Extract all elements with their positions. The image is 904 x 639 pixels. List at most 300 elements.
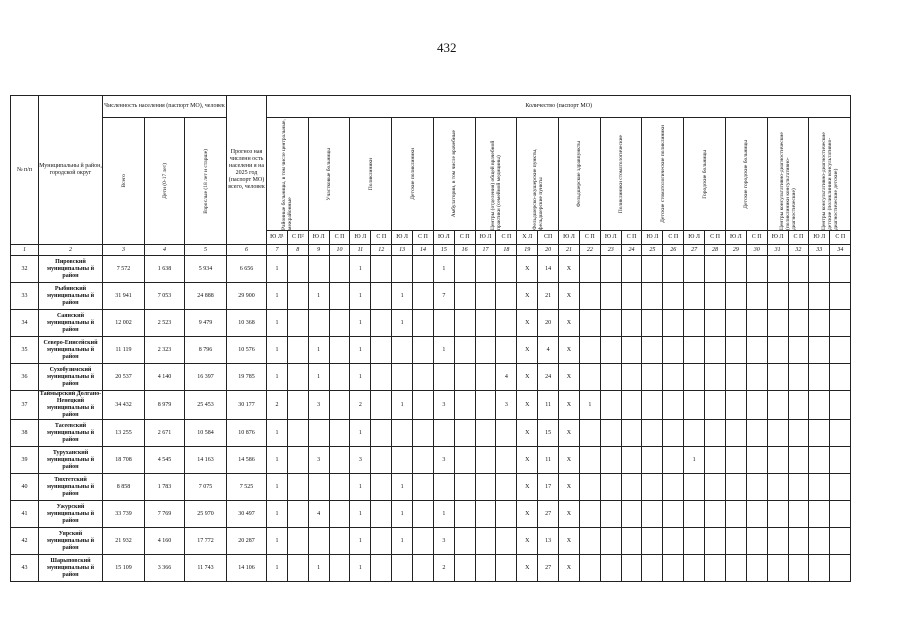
facility-count-cell xyxy=(621,528,642,555)
facility-count-cell xyxy=(684,337,705,364)
header-fac-feldsher-health: Фельдшерские здравпункты xyxy=(559,118,601,231)
facility-count-cell: 1 xyxy=(350,310,371,337)
facility-count-cell: 14 xyxy=(538,256,559,283)
facility-count-cell: 1 xyxy=(392,310,413,337)
facility-count-cell: 1 xyxy=(433,501,454,528)
table-row xyxy=(11,391,851,420)
facility-count-cell xyxy=(287,364,308,391)
facility-count-cell xyxy=(663,391,684,420)
facility-count-cell xyxy=(788,337,809,364)
facility-count-cell xyxy=(663,283,684,310)
facility-count-cell xyxy=(579,501,600,528)
facility-count-cell xyxy=(746,501,767,528)
facility-count-cell xyxy=(705,364,726,391)
facility-count-cell xyxy=(788,283,809,310)
facility-count-cell xyxy=(809,420,830,447)
population-adults: 25 453 xyxy=(185,391,227,420)
facility-count-cell xyxy=(746,256,767,283)
column-index: 32 xyxy=(788,245,809,256)
facility-count-cell xyxy=(684,555,705,582)
facility-count-cell xyxy=(475,391,496,420)
facility-count-cell xyxy=(329,310,350,337)
facility-count-cell xyxy=(809,283,830,310)
facility-count-cell xyxy=(663,555,684,582)
facility-count-cell xyxy=(329,474,350,501)
subheader-cell: Ю Л xyxy=(475,231,496,245)
header-fac-child-poly: Детские поликлиники xyxy=(392,118,434,231)
facility-count-cell xyxy=(725,474,746,501)
table-row xyxy=(11,420,851,447)
column-index: 30 xyxy=(746,245,767,256)
facility-count-cell: 1 xyxy=(267,337,288,364)
facility-count-cell xyxy=(684,501,705,528)
subheader-cell: С П xyxy=(746,231,767,245)
facility-count-cell xyxy=(413,391,434,420)
facility-count-cell xyxy=(475,310,496,337)
facility-count-cell: Х xyxy=(517,528,538,555)
facility-count-cell xyxy=(496,501,517,528)
subheader-cell: С П xyxy=(371,231,392,245)
facility-count-cell xyxy=(600,501,621,528)
facility-count-cell xyxy=(684,310,705,337)
facility-count-cell xyxy=(287,528,308,555)
facility-count-cell xyxy=(496,420,517,447)
facility-count-cell xyxy=(621,283,642,310)
column-index: 2 xyxy=(39,245,103,256)
row-number: 41 xyxy=(11,501,39,528)
population-forecast: 10 576 xyxy=(227,337,267,364)
facility-count-cell xyxy=(392,364,413,391)
column-index: 24 xyxy=(621,245,642,256)
facility-count-cell: 17 xyxy=(538,474,559,501)
column-index: 15 xyxy=(433,245,454,256)
facility-count-cell: 1 xyxy=(267,474,288,501)
column-index: 21 xyxy=(559,245,580,256)
facility-count-cell: Х xyxy=(559,420,580,447)
row-number: 43 xyxy=(11,555,39,582)
facility-count-cell: 1 xyxy=(350,337,371,364)
subheader-cell: Ю Л xyxy=(684,231,705,245)
facility-count-cell xyxy=(705,391,726,420)
facility-count-cell: 11 xyxy=(538,447,559,474)
row-number: 40 xyxy=(11,474,39,501)
subheader-cell: С П xyxy=(705,231,726,245)
facility-count-cell xyxy=(392,555,413,582)
header-municipality: Муниципальны й район, городской округ xyxy=(39,96,103,245)
facility-count-cell xyxy=(454,283,475,310)
facility-count-cell xyxy=(830,283,851,310)
column-index: 13 xyxy=(392,245,413,256)
facility-count-cell xyxy=(329,337,350,364)
facility-count-cell xyxy=(329,555,350,582)
facility-count-cell: Х xyxy=(517,283,538,310)
header-fac-fap: Фельдшерско-акушерские пункты, фельдшерские пункты xyxy=(517,118,559,231)
facility-count-cell xyxy=(725,283,746,310)
facility-count-cell xyxy=(684,391,705,420)
facility-count-cell xyxy=(308,420,329,447)
header-pop-adults: Взрослые (18 лет и старше) xyxy=(185,118,227,245)
facility-count-cell xyxy=(663,256,684,283)
facility-count-cell xyxy=(725,420,746,447)
facility-count-cell: 1 xyxy=(392,528,413,555)
facility-count-cell xyxy=(329,528,350,555)
facility-count-cell: 1 xyxy=(308,364,329,391)
facility-count-cell: 24 xyxy=(538,364,559,391)
facility-count-cell xyxy=(413,528,434,555)
facility-count-cell xyxy=(788,420,809,447)
facility-count-cell xyxy=(788,474,809,501)
facility-count-cell xyxy=(371,420,392,447)
facility-count-cell: 4 xyxy=(308,501,329,528)
facility-count-cell xyxy=(809,337,830,364)
facility-count-cell: 1 xyxy=(350,474,371,501)
facility-count-cell xyxy=(725,501,746,528)
column-index: 29 xyxy=(725,245,746,256)
facility-count-cell xyxy=(767,528,788,555)
header-fac-polyclinics: Поликлиники xyxy=(350,118,392,231)
facility-count-cell xyxy=(371,501,392,528)
facility-count-cell xyxy=(663,447,684,474)
facility-count-cell xyxy=(684,420,705,447)
facility-count-cell xyxy=(475,501,496,528)
column-index: 28 xyxy=(705,245,726,256)
facility-count-cell xyxy=(705,420,726,447)
population-total: 20 537 xyxy=(103,364,145,391)
facility-count-cell xyxy=(579,528,600,555)
facility-count-cell xyxy=(788,447,809,474)
facility-count-cell xyxy=(705,337,726,364)
municipality-name: Пировский муниципальны й район xyxy=(39,256,103,283)
facility-count-cell xyxy=(684,474,705,501)
header-pop-total: Всего xyxy=(103,118,145,245)
facility-count-cell: 1 xyxy=(267,310,288,337)
facility-count-cell xyxy=(663,474,684,501)
facility-count-cell xyxy=(642,256,663,283)
column-index: 20 xyxy=(538,245,559,256)
facility-count-cell xyxy=(746,391,767,420)
population-children: 1 638 xyxy=(145,256,185,283)
facility-count-cell: 2 xyxy=(433,555,454,582)
facility-count-cell xyxy=(600,447,621,474)
facility-count-cell xyxy=(496,310,517,337)
facility-count-cell xyxy=(830,474,851,501)
facility-count-cell xyxy=(642,310,663,337)
facility-count-cell: Х xyxy=(559,283,580,310)
facility-count-cell xyxy=(642,474,663,501)
table-row xyxy=(11,364,851,391)
population-children: 2 323 xyxy=(145,337,185,364)
subheader-cell: Ю Л xyxy=(559,231,580,245)
facility-count-cell: 15 xyxy=(538,420,559,447)
facility-count-cell xyxy=(767,420,788,447)
facility-count-cell xyxy=(767,391,788,420)
facility-count-cell: Х xyxy=(559,310,580,337)
facility-count-cell: 1 xyxy=(267,528,288,555)
facility-count-cell xyxy=(579,555,600,582)
column-index: 3 xyxy=(103,245,145,256)
facility-count-cell xyxy=(621,364,642,391)
facility-count-cell xyxy=(830,501,851,528)
column-index: 16 xyxy=(454,245,475,256)
facility-count-cell xyxy=(705,283,726,310)
population-adults: 11 743 xyxy=(185,555,227,582)
population-children: 2 523 xyxy=(145,310,185,337)
population-forecast: 30 497 xyxy=(227,501,267,528)
population-adults: 7 075 xyxy=(185,474,227,501)
facility-count-cell: 1 xyxy=(267,447,288,474)
facility-count-cell xyxy=(809,501,830,528)
facility-count-cell xyxy=(621,420,642,447)
column-index: 8 xyxy=(287,245,308,256)
column-index: 18 xyxy=(496,245,517,256)
subheader-cell: С П² xyxy=(287,231,308,245)
subheader-cell: С П xyxy=(413,231,434,245)
facility-count-cell xyxy=(746,283,767,310)
facility-count-cell xyxy=(767,364,788,391)
row-number: 38 xyxy=(11,420,39,447)
facility-count-cell xyxy=(621,256,642,283)
facility-count-cell xyxy=(642,283,663,310)
facility-count-cell xyxy=(413,447,434,474)
facility-count-cell xyxy=(371,447,392,474)
facility-count-cell: 3 xyxy=(496,391,517,420)
facility-count-cell xyxy=(371,474,392,501)
subheader-cell: Ю Л xyxy=(350,231,371,245)
facility-count-cell: 3 xyxy=(433,528,454,555)
facility-count-cell xyxy=(371,256,392,283)
facility-count-cell xyxy=(392,420,413,447)
facility-count-cell xyxy=(454,501,475,528)
facility-count-cell: 1 xyxy=(350,528,371,555)
facility-count-cell xyxy=(725,256,746,283)
subheader-cell: С П xyxy=(788,231,809,245)
subheader-cell: Ю Л xyxy=(642,231,663,245)
column-index: 17 xyxy=(475,245,496,256)
municipality-name: Шарыповский муниципальны й район xyxy=(39,555,103,582)
facility-count-cell xyxy=(475,447,496,474)
population-forecast: 6 656 xyxy=(227,256,267,283)
population-total: 12 002 xyxy=(103,310,145,337)
column-index: 31 xyxy=(767,245,788,256)
population-total: 31 941 xyxy=(103,283,145,310)
column-index: 26 xyxy=(663,245,684,256)
facility-count-cell: 20 xyxy=(538,310,559,337)
header-fac-ambulatory: Амбулатории, в том числе врачебные xyxy=(433,118,475,231)
facility-count-cell: 1 xyxy=(350,501,371,528)
facility-count-cell: Х xyxy=(517,256,538,283)
facility-count-cell xyxy=(809,364,830,391)
facility-count-cell xyxy=(663,528,684,555)
facility-count-cell xyxy=(371,364,392,391)
column-index: 1 xyxy=(11,245,39,256)
facility-count-cell xyxy=(746,337,767,364)
municipality-name: Ужурский муниципальны й район xyxy=(39,501,103,528)
facility-count-cell xyxy=(788,391,809,420)
facility-count-cell xyxy=(788,310,809,337)
population-adults: 5 934 xyxy=(185,256,227,283)
facility-count-cell xyxy=(767,283,788,310)
facility-count-cell: 1 xyxy=(308,337,329,364)
facility-count-cell xyxy=(642,528,663,555)
subheader-cell: С П xyxy=(663,231,684,245)
column-index: 22 xyxy=(579,245,600,256)
facility-count-cell: 1 xyxy=(350,420,371,447)
facility-count-cell: 13 xyxy=(538,528,559,555)
facility-count-cell xyxy=(642,447,663,474)
facility-count-cell xyxy=(705,474,726,501)
subheader-cell: С П xyxy=(454,231,475,245)
population-children: 4 545 xyxy=(145,447,185,474)
subheader-cell: Ю Л¹ xyxy=(267,231,288,245)
facility-count-cell xyxy=(746,474,767,501)
facility-count-cell xyxy=(579,420,600,447)
facility-count-cell xyxy=(767,555,788,582)
facility-count-cell xyxy=(475,528,496,555)
subheader-cell: Ю Л xyxy=(433,231,454,245)
facility-count-cell xyxy=(454,474,475,501)
row-number: 37 xyxy=(11,391,39,420)
population-adults: 24 888 xyxy=(185,283,227,310)
facility-count-cell xyxy=(642,337,663,364)
facility-count-cell xyxy=(621,447,642,474)
facility-count-cell xyxy=(746,364,767,391)
facility-count-cell xyxy=(371,283,392,310)
facility-count-cell xyxy=(746,447,767,474)
facility-count-cell xyxy=(621,555,642,582)
facility-count-cell: 27 xyxy=(538,501,559,528)
facility-count-cell xyxy=(830,256,851,283)
facility-count-cell xyxy=(725,391,746,420)
municipality-name: Туруханский муниципальны й район xyxy=(39,447,103,474)
facility-count-cell xyxy=(475,256,496,283)
population-adults: 8 796 xyxy=(185,337,227,364)
facility-count-cell xyxy=(830,337,851,364)
population-forecast: 30 177 xyxy=(227,391,267,420)
facility-count-cell xyxy=(725,555,746,582)
facility-count-cell xyxy=(287,555,308,582)
facility-count-cell: 1 xyxy=(350,256,371,283)
facility-count-cell xyxy=(329,283,350,310)
facility-count-cell xyxy=(642,391,663,420)
facility-count-cell xyxy=(830,447,851,474)
facility-count-cell xyxy=(392,447,413,474)
facility-count-cell xyxy=(496,528,517,555)
facility-count-cell xyxy=(287,391,308,420)
facility-count-cell xyxy=(746,310,767,337)
facility-count-cell xyxy=(308,474,329,501)
facility-count-cell xyxy=(433,474,454,501)
facility-count-cell: 4 xyxy=(538,337,559,364)
facility-count-cell: Х xyxy=(517,364,538,391)
facility-count-cell xyxy=(767,447,788,474)
facility-count-cell xyxy=(830,310,851,337)
facility-count-cell xyxy=(809,447,830,474)
facility-count-cell xyxy=(475,555,496,582)
facility-count-cell xyxy=(621,474,642,501)
population-total: 21 932 xyxy=(103,528,145,555)
facility-count-cell: 1 xyxy=(308,283,329,310)
facility-count-cell xyxy=(454,420,475,447)
facility-count-cell xyxy=(600,337,621,364)
facility-count-cell: 1 xyxy=(392,501,413,528)
facility-count-cell xyxy=(705,528,726,555)
table-row xyxy=(11,447,851,474)
facility-count-cell: 2 xyxy=(350,391,371,420)
facility-count-cell xyxy=(663,364,684,391)
subheader-cell: С П xyxy=(329,231,350,245)
column-index: 14 xyxy=(413,245,434,256)
facility-count-cell xyxy=(642,364,663,391)
facility-count-cell xyxy=(287,420,308,447)
facility-count-cell xyxy=(642,420,663,447)
facility-count-cell xyxy=(433,364,454,391)
population-total: 7 572 xyxy=(103,256,145,283)
population-adults: 16 397 xyxy=(185,364,227,391)
facility-count-cell xyxy=(413,420,434,447)
table-row xyxy=(11,501,851,528)
facility-count-cell xyxy=(746,420,767,447)
facility-count-cell xyxy=(600,364,621,391)
facility-count-cell xyxy=(475,420,496,447)
facility-count-cell xyxy=(663,337,684,364)
population-children: 8 979 xyxy=(145,391,185,420)
facility-count-cell xyxy=(809,391,830,420)
column-index: 9 xyxy=(308,245,329,256)
row-number: 33 xyxy=(11,283,39,310)
facility-count-cell xyxy=(287,310,308,337)
population-forecast: 10 876 xyxy=(227,420,267,447)
facility-count-cell: 1 xyxy=(392,391,413,420)
facility-count-cell xyxy=(496,283,517,310)
facility-count-cell xyxy=(705,447,726,474)
population-adults: 25 970 xyxy=(185,501,227,528)
column-index: 19 xyxy=(517,245,538,256)
facility-count-cell xyxy=(788,555,809,582)
column-index: 5 xyxy=(185,245,227,256)
facility-count-cell xyxy=(413,256,434,283)
facility-count-cell: 1 xyxy=(308,555,329,582)
header-quantity-group: Количество (паспорт МО) xyxy=(267,96,851,118)
facility-count-cell: Х xyxy=(517,337,538,364)
row-number: 34 xyxy=(11,310,39,337)
facility-count-cell xyxy=(413,364,434,391)
facility-count-cell xyxy=(725,337,746,364)
facility-count-cell xyxy=(830,528,851,555)
facility-count-cell xyxy=(287,256,308,283)
subheader-cell: Ю Л xyxy=(308,231,329,245)
population-adults: 10 584 xyxy=(185,420,227,447)
municipality-name: Северо-Енисейский муниципальны й район xyxy=(39,337,103,364)
population-forecast: 7 525 xyxy=(227,474,267,501)
column-index: 12 xyxy=(371,245,392,256)
facility-count-cell xyxy=(621,391,642,420)
column-index: 25 xyxy=(642,245,663,256)
row-number: 32 xyxy=(11,256,39,283)
column-index: 11 xyxy=(350,245,371,256)
table-row xyxy=(11,283,851,310)
population-children: 7 053 xyxy=(145,283,185,310)
facility-count-cell xyxy=(579,364,600,391)
facilities-table xyxy=(10,95,851,582)
facility-count-cell xyxy=(413,555,434,582)
facility-count-cell xyxy=(705,310,726,337)
subheader-cell: С П xyxy=(496,231,517,245)
facility-count-cell xyxy=(642,555,663,582)
facility-count-cell xyxy=(287,447,308,474)
facility-count-cell xyxy=(287,283,308,310)
population-children: 4 160 xyxy=(145,528,185,555)
facility-count-cell xyxy=(705,555,726,582)
